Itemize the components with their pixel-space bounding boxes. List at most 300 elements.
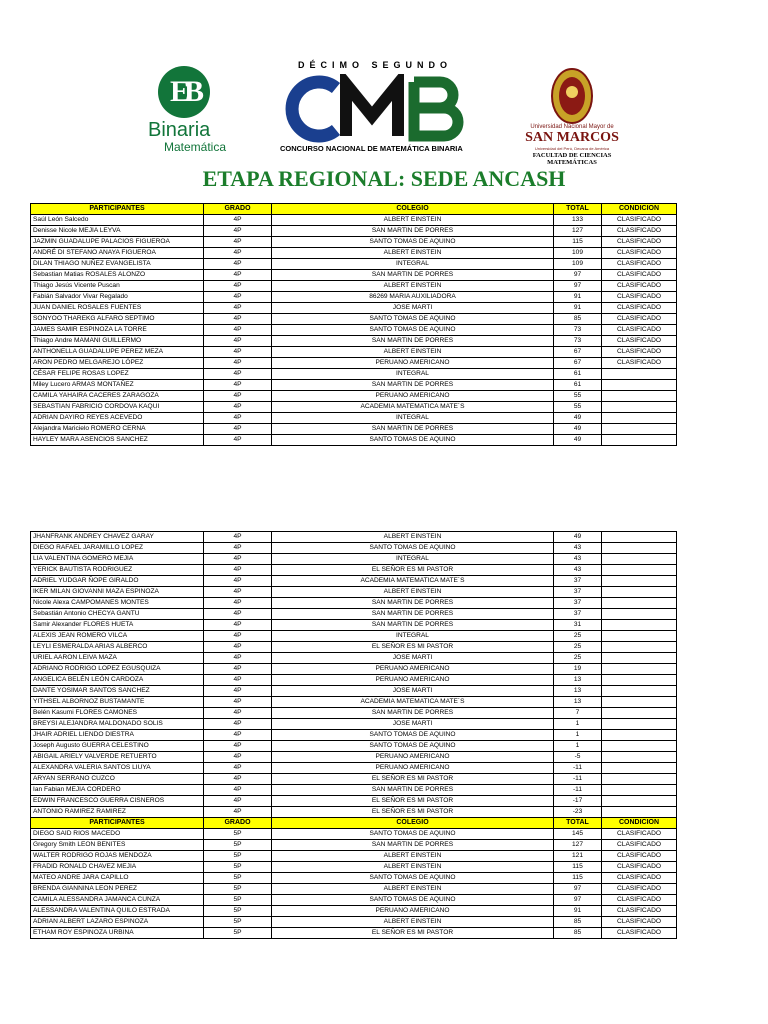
total-score-cell: 91 xyxy=(554,906,602,917)
table-row xyxy=(31,708,677,719)
condition-cell xyxy=(602,413,677,424)
grade-cell: 4P xyxy=(204,620,272,631)
page-title: ETAPA REGIONAL: SEDE ANCASH xyxy=(202,166,566,191)
table-row xyxy=(31,358,677,369)
total-score-cell: 1 xyxy=(554,741,602,752)
school-cell: SAN MARTIN DE PORRES xyxy=(272,226,554,237)
grade-cell: 4P xyxy=(204,336,272,347)
participant-name-cell: Miley Lucero ARMAS MONTAÑEZ xyxy=(31,380,204,391)
condition-cell xyxy=(602,620,677,631)
participant-name-cell: CAMILA ALESSANDRA JAMANCA CUNZA xyxy=(31,895,204,906)
participant-name-cell: Alejandra Maricielo ROMERO CERNA xyxy=(31,424,204,435)
grade-cell: 4P xyxy=(204,653,272,664)
table-row xyxy=(31,380,677,391)
participant-name-cell: ABIGAIL ARIELY VALVERDE RETUERTO xyxy=(31,752,204,763)
condition-cell xyxy=(602,653,677,664)
condition-cell xyxy=(602,807,677,818)
total-score-cell: -11 xyxy=(554,763,602,774)
participant-name-cell: URIEL AARON LEIVA MAZA xyxy=(31,653,204,664)
school-cell: PERUANO AMERICANO xyxy=(272,675,554,686)
participant-name-cell: YERICK BAUTISTA RODRIGUEZ xyxy=(31,565,204,576)
binaria-monogram-icon: EB xyxy=(158,66,210,118)
participant-name-cell: LIA VALENTINA GOMERO MEJIA xyxy=(31,554,204,565)
table-header-row xyxy=(31,818,677,829)
grade-cell: 4P xyxy=(204,391,272,402)
grade-cell: 5P xyxy=(204,884,272,895)
participant-name-cell: ARON PEDRO MELGAREJO LÓPEZ xyxy=(31,358,204,369)
participant-name-cell: Thiago Andre MAMANI GUILLERMO xyxy=(31,336,204,347)
participant-name-cell: LEYLI ESMERALDA ARIAS ALBERCO xyxy=(31,642,204,653)
total-score-cell: 91 xyxy=(554,303,602,314)
condition-cell xyxy=(602,741,677,752)
school-cell: EL SEÑOR ES MI PASTOR xyxy=(272,796,554,807)
table-row xyxy=(31,642,677,653)
table-row xyxy=(31,719,677,730)
condition-cell xyxy=(602,391,677,402)
grade-cell: 4P xyxy=(204,358,272,369)
san-marcos-university: Universidad Nacional Mayor de xyxy=(530,124,614,130)
total-score-cell: 37 xyxy=(554,587,602,598)
school-cell: SANTO TOMAS DE AQUINO xyxy=(272,741,554,752)
school-cell: SANTO TOMAS DE AQUINO xyxy=(272,314,554,325)
total-score-cell: 37 xyxy=(554,609,602,620)
table-body xyxy=(31,829,677,939)
school-cell: SAN MARTIN DE PORRES xyxy=(272,270,554,281)
school-cell: SANTO TOMAS DE AQUINO xyxy=(272,543,554,554)
total-score-cell: 145 xyxy=(554,829,602,840)
table-row xyxy=(31,413,677,424)
school-cell: ACADEMIA MATEMATICA MATE´S xyxy=(272,576,554,587)
participant-name-cell: Samir Alexander FLORES HUETA xyxy=(31,620,204,631)
table-row xyxy=(31,840,677,851)
participant-name-cell: DIEGO RAFAEL JARAMILLO LOPEZ xyxy=(31,543,204,554)
condition-cell xyxy=(602,380,677,391)
participant-name-cell: JHAIR ADRIEL LIENDO DIESTRA xyxy=(31,730,204,741)
grade-cell: 4P xyxy=(204,402,272,413)
school-cell: SAN MARTIN DE PORRES xyxy=(272,609,554,620)
condition-cell: CLASIFICADO xyxy=(602,840,677,851)
binaria-logo-sub: Matemática xyxy=(164,140,227,154)
table-row xyxy=(31,270,677,281)
grade-cell: 4P xyxy=(204,215,272,226)
grade-cell: 4P xyxy=(204,686,272,697)
school-cell: EL SEÑOR ES MI PASTOR xyxy=(272,565,554,576)
participant-name-cell: SEBASTIAN FABRICIO CORDOVA KAQUI xyxy=(31,402,204,413)
participant-name-cell: DIEGO SAID RIOS MACEDO xyxy=(31,829,204,840)
school-cell: EL SEÑOR ES MI PASTOR xyxy=(272,642,554,653)
condition-cell: CLASIFICADO xyxy=(602,314,677,325)
participant-name-cell: ALEXIS JEAN ROMERO VILCA xyxy=(31,631,204,642)
participant-name-cell: JAMES SAMIR ESPINOZA LA TORRE xyxy=(31,325,204,336)
school-cell: PERUANO AMERICANO xyxy=(272,391,554,402)
table-row xyxy=(31,347,677,358)
participant-name-cell: ALEXANDRA VALERIA SANTOS LIUYA xyxy=(31,763,204,774)
participant-name-cell: ADRIAN DAYIRO REYES ACEVEDO xyxy=(31,413,204,424)
table-row xyxy=(31,303,677,314)
total-score-cell: 73 xyxy=(554,336,602,347)
table-body xyxy=(31,215,677,446)
participant-name-cell: Denisse Nicole MEJIA LEYVA xyxy=(31,226,204,237)
cmb-logo-top: DÉCIMO SEGUNDO xyxy=(297,60,452,70)
grade-cell: 4P xyxy=(204,807,272,818)
school-cell: SANTO TOMAS DE AQUINO xyxy=(272,237,554,248)
san-marcos-sub: Universidad del Perú, Decana de América xyxy=(534,146,610,151)
total-score-cell: 91 xyxy=(554,292,602,303)
grade-cell: 4P xyxy=(204,325,272,336)
table-row xyxy=(31,325,677,336)
table-row xyxy=(31,917,677,928)
condition-cell xyxy=(602,664,677,675)
results-table-top xyxy=(30,203,677,446)
table-row xyxy=(31,237,677,248)
table-row xyxy=(31,895,677,906)
condition-cell: CLASIFICADO xyxy=(602,336,677,347)
school-cell: SAN MARTIN DE PORRES xyxy=(272,840,554,851)
total-score-cell: 85 xyxy=(554,314,602,325)
total-score-cell: -11 xyxy=(554,774,602,785)
table-row xyxy=(31,873,677,884)
grade-cell: 4P xyxy=(204,730,272,741)
school-cell: INTEGRAL xyxy=(272,369,554,380)
table-row xyxy=(31,532,677,543)
grade-cell: 4P xyxy=(204,259,272,270)
total-score-cell: 133 xyxy=(554,215,602,226)
total-score-cell: 43 xyxy=(554,554,602,565)
condition-cell xyxy=(602,686,677,697)
condition-cell xyxy=(602,752,677,763)
school-cell: ALBERT EINSTEIN xyxy=(272,215,554,226)
condition-cell: CLASIFICADO xyxy=(602,928,677,939)
table-row xyxy=(31,675,677,686)
column-header: GRADO xyxy=(204,204,272,215)
total-score-cell: 13 xyxy=(554,686,602,697)
table-row xyxy=(31,248,677,259)
condition-cell: CLASIFICADO xyxy=(602,281,677,292)
school-cell: EL SEÑOR ES MI PASTOR xyxy=(272,774,554,785)
condition-cell: CLASIFICADO xyxy=(602,248,677,259)
total-score-cell: 121 xyxy=(554,851,602,862)
school-cell: PERUANO AMERICANO xyxy=(272,358,554,369)
total-score-cell: 31 xyxy=(554,620,602,631)
condition-cell: CLASIFICADO xyxy=(602,270,677,281)
grade-cell: 4P xyxy=(204,796,272,807)
condition-cell: CLASIFICADO xyxy=(602,303,677,314)
participant-name-cell: SONYOO THAREKG ALFARO SEPTIMO xyxy=(31,314,204,325)
school-cell: JOSE MARTI xyxy=(272,719,554,730)
participant-name-cell: FRADID RONALD CHAVEZ MEJIA xyxy=(31,862,204,873)
table-row xyxy=(31,664,677,675)
condition-cell xyxy=(602,708,677,719)
san-marcos-seal-icon xyxy=(550,66,594,126)
page-header xyxy=(0,0,768,200)
grade-cell: 4P xyxy=(204,380,272,391)
total-score-cell: 97 xyxy=(554,281,602,292)
participant-name-cell: YITHSEL ALBORNOZ BUSTAMANTE xyxy=(31,697,204,708)
participant-name-cell: ADRIEL YUDGAR ÑOPE GIRALDO xyxy=(31,576,204,587)
total-score-cell: 109 xyxy=(554,259,602,270)
grade-cell: 4P xyxy=(204,292,272,303)
grade-cell: 5P xyxy=(204,917,272,928)
table-row xyxy=(31,829,677,840)
school-cell: SAN MARTIN DE PORRES xyxy=(272,708,554,719)
grade-cell: 5P xyxy=(204,862,272,873)
table-row xyxy=(31,928,677,939)
grade-cell: 4P xyxy=(204,763,272,774)
participant-name-cell: ADRIAN ALBERT LAZARO ESPINOZA xyxy=(31,917,204,928)
participant-name-cell: Sebastián Antonio CHECYA GANTU xyxy=(31,609,204,620)
participant-name-cell: Belén Kasumi FLORES CAMONES xyxy=(31,708,204,719)
participant-name-cell: ALESSANDRA VALENTINA QUILO ESTRADA xyxy=(31,906,204,917)
table-header-row xyxy=(31,204,677,215)
cmb-logo-bottom: CONCURSO NACIONAL DE MATEMÁTICA BINARIA xyxy=(280,144,463,153)
school-cell: ACADEMIA MATEMATICA MATE´S xyxy=(272,402,554,413)
total-score-cell: 37 xyxy=(554,598,602,609)
school-cell: ALBERT EINSTEIN xyxy=(272,248,554,259)
total-score-cell: 61 xyxy=(554,369,602,380)
school-cell: SANTO TOMAS DE AQUINO xyxy=(272,895,554,906)
participant-name-cell: CÉSAR FELIPE ROSAS LOPEZ xyxy=(31,369,204,380)
school-cell: SANTO TOMAS DE AQUINO xyxy=(272,435,554,446)
school-cell: PERUANO AMERICANO xyxy=(272,664,554,675)
total-score-cell: 67 xyxy=(554,347,602,358)
condition-cell: CLASIFICADO xyxy=(602,917,677,928)
table-row xyxy=(31,741,677,752)
school-cell: SAN MARTIN DE PORRES xyxy=(272,424,554,435)
column-header: CONDICION xyxy=(602,204,677,215)
grade-cell: 4P xyxy=(204,314,272,325)
column-header: TOTAL xyxy=(554,204,602,215)
grade-cell: 4P xyxy=(204,697,272,708)
column-header: PARTICIPANTES xyxy=(31,204,204,215)
grade-cell: 4P xyxy=(204,598,272,609)
grade-cell: 4P xyxy=(204,609,272,620)
table-row xyxy=(31,292,677,303)
total-score-cell: 109 xyxy=(554,248,602,259)
school-cell: SANTO TOMAS DE AQUINO xyxy=(272,829,554,840)
condition-cell xyxy=(602,642,677,653)
total-score-cell: 61 xyxy=(554,380,602,391)
total-score-cell: 115 xyxy=(554,237,602,248)
school-cell: ACADEMIA MATEMATICA MATE´S xyxy=(272,697,554,708)
table-row xyxy=(31,807,677,818)
san-marcos-logo xyxy=(520,66,624,176)
total-score-cell: 55 xyxy=(554,402,602,413)
condition-cell xyxy=(602,565,677,576)
table-row xyxy=(31,391,677,402)
total-score-cell: 49 xyxy=(554,532,602,543)
condition-cell: CLASIFICADO xyxy=(602,215,677,226)
participant-name-cell: DILAN THIAGO NUÑEZ EVANGELISTA xyxy=(31,259,204,270)
table-row xyxy=(31,730,677,741)
condition-cell xyxy=(602,609,677,620)
total-score-cell: 37 xyxy=(554,576,602,587)
condition-cell xyxy=(602,719,677,730)
school-cell: SAN MARTIN DE PORRES xyxy=(272,380,554,391)
school-cell: JOSE MARTI xyxy=(272,303,554,314)
total-score-cell: 1 xyxy=(554,719,602,730)
grade-cell: 4P xyxy=(204,248,272,259)
grade-cell: 5P xyxy=(204,851,272,862)
school-cell: SAN MARTIN DE PORRES xyxy=(272,598,554,609)
school-cell: SAN MARTIN DE PORRES xyxy=(272,620,554,631)
grade-cell: 4P xyxy=(204,237,272,248)
condition-cell xyxy=(602,763,677,774)
table-row xyxy=(31,565,677,576)
total-score-cell: 49 xyxy=(554,424,602,435)
total-score-cell: -11 xyxy=(554,785,602,796)
condition-cell: CLASIFICADO xyxy=(602,237,677,248)
total-score-cell: 13 xyxy=(554,675,602,686)
total-score-cell: 115 xyxy=(554,862,602,873)
condition-cell xyxy=(602,554,677,565)
table-row xyxy=(31,686,677,697)
total-score-cell: 49 xyxy=(554,435,602,446)
column-header: TOTAL xyxy=(554,818,602,829)
school-cell: INTEGRAL xyxy=(272,413,554,424)
grade-cell: 4P xyxy=(204,226,272,237)
total-score-cell: 49 xyxy=(554,413,602,424)
grade-cell: 4P xyxy=(204,785,272,796)
total-score-cell: -5 xyxy=(554,752,602,763)
school-cell: ALBERT EINSTEIN xyxy=(272,884,554,895)
total-score-cell: 97 xyxy=(554,270,602,281)
school-cell: ALBERT EINSTEIN xyxy=(272,347,554,358)
table-row xyxy=(31,620,677,631)
binaria-logo-name: Binaria xyxy=(148,119,211,141)
participant-name-cell: Nicole Alexa CAMPOMANES MONTES xyxy=(31,598,204,609)
grade-cell: 4P xyxy=(204,424,272,435)
participant-name-cell: Gregory Smith LEON BENITES xyxy=(31,840,204,851)
school-cell: INTEGRAL xyxy=(272,554,554,565)
column-header: CONDICION xyxy=(602,818,677,829)
participant-name-cell: ETHAM ROY ESPINOZA URBINA xyxy=(31,928,204,939)
column-header: PARTICIPANTES xyxy=(31,818,204,829)
condition-cell: CLASIFICADO xyxy=(602,906,677,917)
participant-name-cell: JUAN DANIEL ROSALES FUENTES xyxy=(31,303,204,314)
condition-cell xyxy=(602,576,677,587)
table-row xyxy=(31,215,677,226)
participant-name-cell: ANTHONELLA GUADALUPE PEREZ MEZA xyxy=(31,347,204,358)
school-cell: JOSE MARTI xyxy=(272,686,554,697)
table-row xyxy=(31,543,677,554)
grade-cell: 4P xyxy=(204,642,272,653)
school-cell: ALBERT EINSTEIN xyxy=(272,281,554,292)
condition-cell: CLASIFICADO xyxy=(602,873,677,884)
table-row xyxy=(31,587,677,598)
condition-cell xyxy=(602,369,677,380)
grade-cell: 4P xyxy=(204,675,272,686)
total-score-cell: 97 xyxy=(554,884,602,895)
grade-cell: 4P xyxy=(204,774,272,785)
participant-name-cell: CAMILA YAHAIRA CACERES ZARAGOZA xyxy=(31,391,204,402)
condition-cell: CLASIFICADO xyxy=(602,325,677,336)
participant-name-cell: IKER MILAN GIOVANNI MAZA ESPINOZA xyxy=(31,587,204,598)
column-header: COLEGIO xyxy=(272,818,554,829)
participant-name-cell: HAYLEY MARA ASENCIOS SANCHEZ xyxy=(31,435,204,446)
grade-cell: 5P xyxy=(204,829,272,840)
condition-cell: CLASIFICADO xyxy=(602,895,677,906)
table-row xyxy=(31,752,677,763)
grade-cell: 5P xyxy=(204,895,272,906)
san-marcos-faculty: FACULTAD DE CIENCIAS MATEMÁTICAS xyxy=(532,152,612,166)
total-score-cell: -23 xyxy=(554,807,602,818)
grade-cell: 4P xyxy=(204,543,272,554)
total-score-cell: 43 xyxy=(554,565,602,576)
school-cell: ALBERT EINSTEIN xyxy=(272,862,554,873)
binaria-logo xyxy=(148,64,248,164)
school-cell: EL SEÑOR ES MI PASTOR xyxy=(272,807,554,818)
table-row xyxy=(31,763,677,774)
grade-cell: 4P xyxy=(204,719,272,730)
total-score-cell: 25 xyxy=(554,642,602,653)
grade-cell: 4P xyxy=(204,347,272,358)
table-row xyxy=(31,785,677,796)
condition-cell xyxy=(602,598,677,609)
grade-cell: 4P xyxy=(204,664,272,675)
participant-name-cell: JHANFRANK ANDREY CHAVEZ GARAY xyxy=(31,532,204,543)
school-cell: PERUANO AMERICANO xyxy=(272,752,554,763)
grade-cell: 4P xyxy=(204,741,272,752)
grade-cell: 4P xyxy=(204,281,272,292)
participant-name-cell: WALTER RODRIGO ROJAS MENDOZA xyxy=(31,851,204,862)
total-score-cell: 127 xyxy=(554,226,602,237)
table-row xyxy=(31,554,677,565)
condition-cell: CLASIFICADO xyxy=(602,259,677,270)
total-score-cell: 43 xyxy=(554,543,602,554)
total-score-cell: 73 xyxy=(554,325,602,336)
grade-cell: 4P xyxy=(204,631,272,642)
table-row xyxy=(31,697,677,708)
participant-name-cell: ARYAN SERRANO CUZCO xyxy=(31,774,204,785)
condition-cell xyxy=(602,675,677,686)
grade-cell: 4P xyxy=(204,587,272,598)
table-row xyxy=(31,336,677,347)
table-row xyxy=(31,402,677,413)
participant-name-cell: JAZMIN GUADALUPE PALACIOS FIGUEROA xyxy=(31,237,204,248)
participant-name-cell: Joseph Augusto GUERRA CELESTINO xyxy=(31,741,204,752)
total-score-cell: 13 xyxy=(554,697,602,708)
condition-cell: CLASIFICADO xyxy=(602,358,677,369)
grade-cell: 4P xyxy=(204,565,272,576)
column-header: COLEGIO xyxy=(272,204,554,215)
grade-cell: 4P xyxy=(204,532,272,543)
table-row xyxy=(31,906,677,917)
school-cell: ALBERT EINSTEIN xyxy=(272,532,554,543)
grade-cell: 5P xyxy=(204,840,272,851)
school-cell: INTEGRAL xyxy=(272,631,554,642)
san-marcos-name: SAN MARCOS xyxy=(525,130,619,145)
school-cell: ALBERT EINSTEIN xyxy=(272,917,554,928)
condition-cell xyxy=(602,532,677,543)
total-score-cell: 85 xyxy=(554,928,602,939)
school-cell: 86269 MARIA AUXILIADORA xyxy=(272,292,554,303)
table-row xyxy=(31,796,677,807)
total-score-cell: 97 xyxy=(554,895,602,906)
grade-cell: 4P xyxy=(204,435,272,446)
column-header: GRADO xyxy=(204,818,272,829)
cmb-logo xyxy=(270,60,480,170)
total-score-cell: 115 xyxy=(554,873,602,884)
table-row xyxy=(31,598,677,609)
grade-cell: 4P xyxy=(204,576,272,587)
total-score-cell: 7 xyxy=(554,708,602,719)
condition-cell xyxy=(602,774,677,785)
total-score-cell: 85 xyxy=(554,917,602,928)
participant-name-cell: ANDRÉ DI STEFANO ANAYA FIGUEROA xyxy=(31,248,204,259)
table-row xyxy=(31,281,677,292)
school-cell: ALBERT EINSTEIN xyxy=(272,851,554,862)
school-cell: SANTO TOMAS DE AQUINO xyxy=(272,873,554,884)
